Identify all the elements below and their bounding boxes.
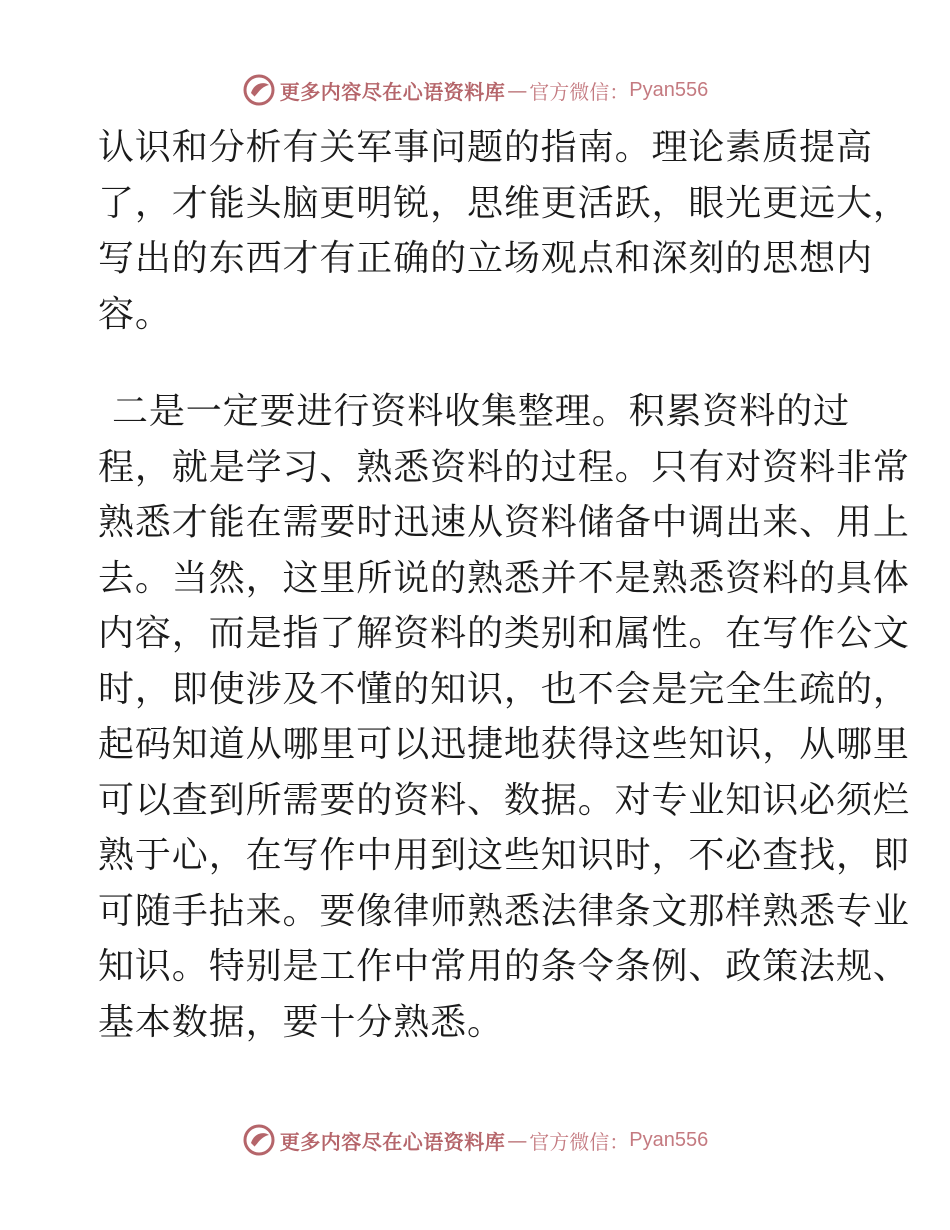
text-line: 熟悉才能在需要时迅速从资料储备中调出来、用上 xyxy=(98,502,910,543)
text-line: 程，就是学习、熟悉资料的过程。只有对资料非常 xyxy=(98,446,910,488)
text-line: 写出的东西才有正确的立场观点和深刻的思想内 xyxy=(98,238,873,279)
footer-official-label: 官方微信： xyxy=(529,1129,630,1154)
footer-wechat-id: Pyan556 xyxy=(629,1128,709,1151)
pen-heart-logo-icon xyxy=(242,73,276,107)
footer-brand: 更多内容尽在心语资料库 xyxy=(279,1129,506,1154)
text-line: 内容，而是指了解资料的类别和属性。在写作公文 xyxy=(98,613,910,654)
text-line: 去。当然，这里所说的熟悉并不是熟悉资料的具体 xyxy=(98,557,910,599)
text-line: 熟于心，在写作中用到这些知识时，不必查找，即 xyxy=(98,835,910,876)
document-body xyxy=(98,120,910,1050)
text-line: 知识。特别是工作中常用的条令条例、政策法规、 xyxy=(98,946,910,987)
text-line: 起码知道从哪里可以迅捷地获得这些知识，从哪里 xyxy=(98,724,910,765)
text-line: 二是一定要进行资料收集整理。积累资料的过 xyxy=(112,391,851,432)
text-line: 可以查到所需要的资料、数据。对专业知识必须烂 xyxy=(98,779,910,821)
paragraph-gap xyxy=(98,342,858,384)
text-line: 了，才能头脑更明锐，思维更活跃，眼光更远大， xyxy=(98,182,910,224)
text-line: 时，即使涉及不懂的知识，也不会是完全生疏的， xyxy=(98,668,910,710)
header-official-label: 官方微信： xyxy=(529,79,630,104)
pen-heart-logo-icon xyxy=(242,1123,276,1157)
text-line: 容。 xyxy=(98,293,172,335)
header-brand: 更多内容尽在心语资料库 xyxy=(279,79,506,104)
footer-banner xyxy=(0,1120,950,1160)
paragraph-2 xyxy=(98,384,910,1050)
text-line: 基本数据，要十分熟悉。 xyxy=(98,1001,504,1043)
header-dash: — xyxy=(507,78,528,102)
text-line: 可随手拈来。要像律师熟悉法律条文那样熟悉专业 xyxy=(98,890,910,932)
text-line: 认识和分析有关军事问题的指南。理论素质提高 xyxy=(98,127,873,168)
paragraph-1 xyxy=(98,120,910,342)
footer-dash: — xyxy=(507,1128,528,1152)
header-banner xyxy=(0,70,950,110)
header-wechat-id: Pyan556 xyxy=(629,78,709,101)
